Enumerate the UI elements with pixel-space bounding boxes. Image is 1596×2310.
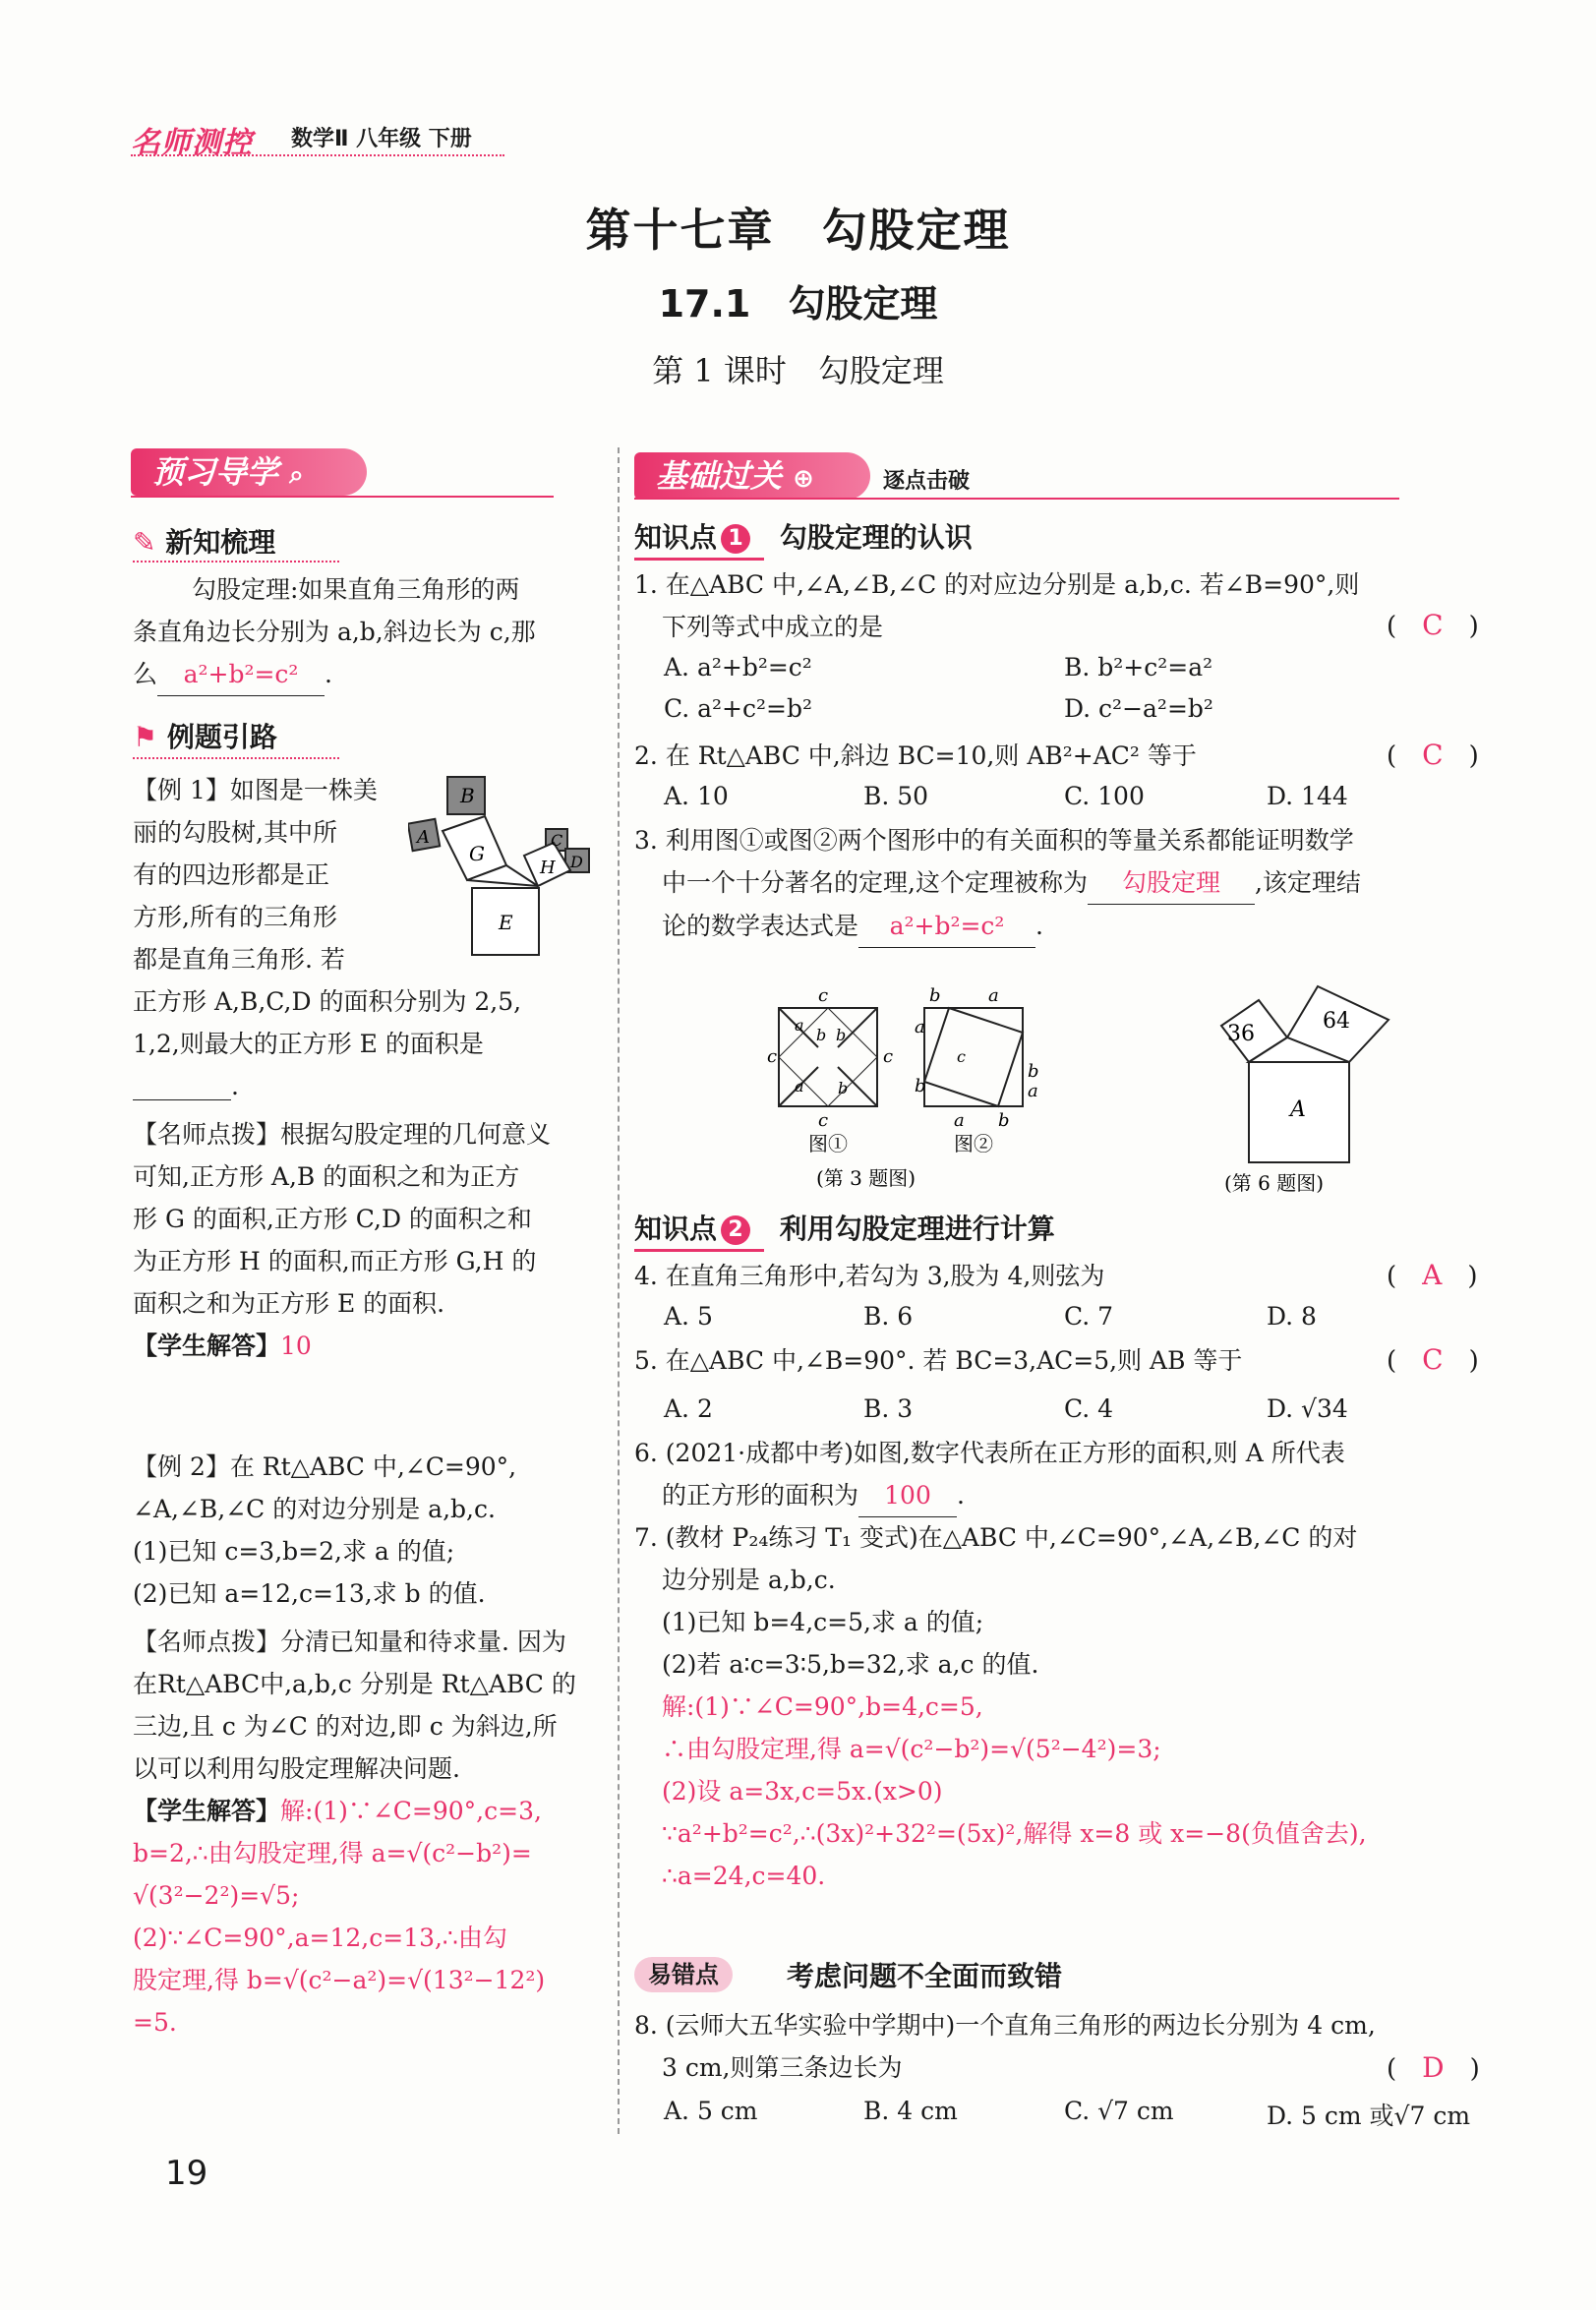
q2-answer: C xyxy=(1422,739,1444,771)
q2-option-d: D. 144 xyxy=(1267,782,1348,810)
ex1-tip-line: 面积之和为正方形 E 的面积. xyxy=(133,1289,445,1318)
question-1 xyxy=(634,563,1500,648)
banner-rule xyxy=(634,498,1399,500)
ex1-tip-line: 可知,正方形 A,B 的面积之和为正方 xyxy=(133,1162,520,1191)
q7-solution-line: (2)设 a=3x,c=5x.(x>0) xyxy=(662,1777,943,1806)
q8-answer-bracket: ( D ) xyxy=(1387,2051,1480,2084)
nk-line-3: 么 xyxy=(133,660,158,688)
ex2-line: (1)已知 c=3,b=2,求 a 的值; xyxy=(133,1537,455,1566)
ex2-tip-line: 在Rt△ABC中,a,b,c 分别是 Rt△ABC 的 xyxy=(133,1670,576,1698)
preview-banner-label: 预习导学 xyxy=(152,453,279,491)
q2-option-b: B. 50 xyxy=(863,782,929,810)
q4-option-d: D. 8 xyxy=(1267,1302,1317,1331)
kp1-number: 1 xyxy=(721,524,750,554)
kp-rule xyxy=(634,558,764,561)
ex1-answer-label: 【学生解答】 xyxy=(133,1332,281,1360)
brand-logo: 名师测控 xyxy=(131,126,253,160)
mistake-title: 考虑问题不全面而致错 xyxy=(787,1960,1063,1992)
q5-option-c: C. 4 xyxy=(1064,1394,1114,1423)
q4-answer: A xyxy=(1422,1259,1443,1291)
svg-text:b: b xyxy=(1028,1061,1039,1082)
svg-text:a: a xyxy=(795,1016,804,1035)
q1-answer: C xyxy=(1422,609,1444,641)
q1-line: 1. 在△ABC 中,∠A,∠B,∠C 的对应边分别是 a,b,c. 若∠B=90°,则 xyxy=(634,570,1360,599)
question-4: 4. 在直角三角形中,若勾为 3,股为 4,则弦为 xyxy=(634,1262,1105,1290)
ex2-answer-line: 股定理,得 b=√(c²−a²)=√(13²−12²) xyxy=(133,1966,546,1994)
ex2-answer-label: 【学生解答】 xyxy=(133,1797,281,1825)
q4-option-c: C. 7 xyxy=(1064,1302,1114,1331)
q7-solution-line: 解:(1)∵∠C=90°,b=4,c=5, xyxy=(662,1692,983,1721)
kp1-label: 知识点 xyxy=(634,521,718,554)
label-64: 64 xyxy=(1323,1009,1350,1034)
label-36: 36 xyxy=(1227,1022,1255,1046)
kp2-label: 知识点 xyxy=(634,1213,718,1245)
svg-text:b: b xyxy=(838,1079,849,1097)
ex2-answer-line: =5. xyxy=(133,2008,177,2037)
q3-line: 中一个十分著名的定理,这个定理被称为 xyxy=(662,868,1088,897)
q3-line: 论的数学表达式是 xyxy=(662,912,859,940)
q3-line: 3. 利用图①或图②两个图形中的有关面积的等量关系都能证明数学 xyxy=(634,826,1354,855)
q3-blank-2: a²+b²=c² xyxy=(858,905,1035,948)
q7-line: (1)已知 b=4,c=5,求 a 的值; xyxy=(662,1608,984,1636)
q7-solution-line: ∴由勾股定理,得 a=√(c²−b²)=√(5²−4²)=3; xyxy=(662,1735,1161,1763)
q7-solution-line: ∵a²+b²=c²,∴(3x)²+32²=(5x)²,解得 x=8 或 x=−8(负值舍去), xyxy=(662,1819,1367,1848)
svg-text:a: a xyxy=(988,985,999,1006)
subhead-rule xyxy=(133,757,339,759)
svg-text:a: a xyxy=(795,1077,804,1096)
question-8 xyxy=(634,2004,1500,2089)
q8-line: 3 cm,则第三条边长为 xyxy=(662,2053,903,2082)
ex2-line: ∠A,∠B,∠C 的对边分别是 a,b,c. xyxy=(133,1495,496,1523)
q4-option-a: A. 5 xyxy=(664,1302,713,1331)
ex1-tip-line: 为正方形 H 的面积,而正方形 G,H 的 xyxy=(133,1247,537,1275)
ex1-line: 正方形 A,B,C,D 的面积分别为 2,5, xyxy=(133,987,522,1016)
example-2 xyxy=(133,1446,605,2043)
new-knowledge-heading xyxy=(133,521,275,561)
section-title: 17.1 勾股定理 xyxy=(658,282,938,326)
question-3 xyxy=(634,819,1500,948)
banner-note: 逐点击破 xyxy=(883,469,971,494)
fig3-caption: (第 3 题图) xyxy=(816,1166,916,1190)
chapter-title: 第十七章 勾股定理 xyxy=(585,204,1011,257)
kp1-title: 勾股定理的认识 xyxy=(779,521,973,554)
q5-option-d: D. √34 xyxy=(1267,1394,1348,1423)
basic-banner xyxy=(634,452,870,500)
svg-text:c: c xyxy=(818,985,829,1006)
svg-text:c: c xyxy=(883,1046,894,1067)
knowledge-point-2 xyxy=(634,1208,1055,1247)
ex2-answer-line: b=2,∴由勾股定理,得 a=√(c²−b²)= xyxy=(133,1839,532,1867)
new-knowledge-label: 新知梳理 xyxy=(165,526,276,559)
svg-text:b: b xyxy=(816,1026,827,1044)
kp-rule xyxy=(634,1249,764,1252)
q7-line: (2)若 a∶c=3∶5,b=32,求 a,c 的值. xyxy=(662,1650,1039,1679)
nk-line-1: 勾股定理:如果直角三角形的两 xyxy=(192,575,520,604)
svg-text:a: a xyxy=(954,1110,965,1131)
label-c: C xyxy=(551,831,563,850)
knowledge-point-1 xyxy=(634,516,973,556)
ex1-answer: 10 xyxy=(280,1332,312,1360)
q2-option-a: A. 10 xyxy=(664,782,729,810)
ex2-tip-line: 【名师点拨】分清已知量和待求量. 因为 xyxy=(133,1628,566,1656)
svg-text:a: a xyxy=(915,1017,925,1037)
ex2-answer-line: √(3²−2²)=√5; xyxy=(133,1881,300,1910)
q1-option-a: A. a²+b²=c² xyxy=(664,653,812,681)
q8-answer: D xyxy=(1422,2051,1445,2084)
examples-label: 例题引路 xyxy=(166,721,277,753)
q1-option-d: D. c²−a²=b² xyxy=(1064,694,1213,723)
label-a: A xyxy=(1290,1097,1306,1122)
kp2-number: 2 xyxy=(721,1215,750,1245)
ex2-answer-line: 解:(1)∵∠C=90°,c=3, xyxy=(280,1797,542,1825)
q4-option-b: B. 6 xyxy=(863,1302,914,1331)
label-h: H xyxy=(540,858,556,878)
q5-answer-bracket: ( C ) xyxy=(1387,1343,1479,1376)
fig1-caption: 图① xyxy=(808,1132,848,1155)
q6-line: 的正方形的面积为 xyxy=(662,1481,859,1510)
svg-text:c: c xyxy=(818,1110,829,1131)
q3-figures xyxy=(757,983,1072,1200)
q6-figure xyxy=(1200,969,1416,1205)
signpost-icon: ⚑ xyxy=(133,721,158,753)
q3-line: ,该定理结 xyxy=(1254,868,1361,897)
basic-banner-label: 基础过关 xyxy=(656,457,783,495)
q7-line: 边分别是 a,b,c. xyxy=(662,1566,836,1594)
nk-line-2: 条直角边长分别为 a,b,斜边长为 c,那 xyxy=(133,618,536,646)
pythagoras-tree-figure xyxy=(408,772,615,969)
pencil-icon: ✎ xyxy=(133,526,156,559)
target-icon: ⊕ xyxy=(793,464,814,494)
subhead-rule xyxy=(133,561,339,563)
nk-answer-blank: a²+b²=c² xyxy=(157,653,325,696)
ex1-line: 【例 1】如图是一株美 xyxy=(133,776,378,804)
examples-heading xyxy=(133,716,277,755)
svg-text:b: b xyxy=(998,1110,1010,1131)
svg-text:b: b xyxy=(915,1076,926,1096)
kp2-title: 利用勾股定理进行计算 xyxy=(779,1213,1055,1245)
ex2-line: 【例 2】在 Rt△ABC 中,∠C=90°, xyxy=(133,1452,517,1481)
q8-line: 8. (云师大五华实验中学期中)一个直角三角形的两边长分别为 4 cm, xyxy=(634,2011,1376,2040)
q6-line: 6. (2021·成都中考)如图,数字代表所在正方形的面积,则 A 所代表 xyxy=(634,1439,1345,1467)
ex1-line: 1,2,则最大的正方形 E 的面积是 xyxy=(133,1030,484,1058)
column-divider xyxy=(618,447,620,2134)
question-5: 5. 在△ABC 中,∠B=90°. 若 BC=3,AC=5,则 AB 等于 xyxy=(634,1346,1243,1375)
q1-option-b: B. b²+c²=a² xyxy=(1064,653,1213,681)
label-b: B xyxy=(460,784,475,807)
ex2-answer-line: (2)∵∠C=90°,a=12,c=13,∴由勾 xyxy=(133,1924,507,1952)
label-d: D xyxy=(570,853,583,871)
q7-solution-line: ∴a=24,c=40. xyxy=(662,1862,826,1890)
fig2-outer-square xyxy=(924,1008,1023,1106)
ex1-tip-line: 【名师点拨】根据勾股定理的几何意义 xyxy=(133,1120,552,1149)
q8-option-a: A. 5 cm xyxy=(664,2097,758,2125)
ex1-line: 都是直角三角形. 若 xyxy=(133,945,345,974)
q5-option-b: B. 3 xyxy=(863,1394,914,1423)
q7-line: 7. (教材 P₂₄练习 T₁ 变式)在△ABC 中,∠C=90°,∠A,∠B,∠C 的对 xyxy=(634,1523,1358,1552)
ex2-line: (2)已知 a=12,c=13,求 b 的值. xyxy=(133,1579,486,1608)
ex2-tip-line: 以可以利用勾股定理解决问题. xyxy=(133,1754,460,1783)
q8-option-c: C. √7 cm xyxy=(1064,2097,1174,2125)
ex1-line: 方形,所有的三角形 xyxy=(133,903,337,931)
q2-option-c: C. 100 xyxy=(1064,782,1145,810)
fig6-caption: (第 6 题图) xyxy=(1224,1171,1325,1195)
svg-text:a: a xyxy=(1028,1081,1038,1101)
q3-blank-1: 勾股定理 xyxy=(1088,861,1255,905)
svg-text:c: c xyxy=(767,1046,778,1067)
svg-text:b: b xyxy=(929,985,941,1006)
mistake-badge: 易错点 xyxy=(634,1957,733,1992)
subject-label: 数学Ⅱ 八年级 下册 xyxy=(291,127,472,151)
page-number: 19 xyxy=(165,2154,208,2193)
q6-line: . xyxy=(957,1481,965,1510)
q2-answer-bracket: ( C ) xyxy=(1387,739,1479,771)
ex2-tip-line: 三边,且 c 为∠C 的对边,即 c 为斜边,所 xyxy=(133,1712,558,1741)
ex1-tip-line: 形 G 的面积,正方形 C,D 的面积之和 xyxy=(133,1205,532,1233)
search-icon: ⌕ xyxy=(289,460,304,490)
ex1-line: 丽的勾股树,其中所 xyxy=(133,818,337,847)
preview-banner xyxy=(131,448,367,496)
lesson-title: 第 1 课时 勾股定理 xyxy=(652,352,944,389)
q1-option-c: C. a²+c²=b² xyxy=(664,694,813,723)
q1-line: 下列等式中成立的是 xyxy=(662,613,884,641)
question-7 xyxy=(634,1516,1500,1897)
new-knowledge-body: 勾股定理:如果直角三角形的两 条直角边长分别为 a,b,斜边长为 c,那 么 a²+b²=c² . xyxy=(133,568,605,696)
q1-answer-bracket: ( C ) xyxy=(1387,609,1479,641)
fig2-caption: 图② xyxy=(954,1132,993,1155)
label-a: A xyxy=(417,827,430,848)
ex1-line: 有的四边形都是正 xyxy=(133,860,330,889)
q8-option-b: B. 4 cm xyxy=(863,2097,958,2125)
ex1-line: ________. xyxy=(133,1072,239,1100)
svg-text:b: b xyxy=(836,1026,847,1044)
svg-text:c: c xyxy=(957,1047,966,1066)
question-2: 2. 在 Rt△ABC 中,斜边 BC=10,则 AB²+AC² 等于 xyxy=(634,741,1197,770)
banner-rule xyxy=(131,496,554,498)
header-rule xyxy=(131,154,504,156)
q5-answer: C xyxy=(1422,1343,1444,1376)
q6-blank: 100 xyxy=(858,1474,957,1517)
q5-option-a: A. 2 xyxy=(664,1394,713,1423)
q3-line: . xyxy=(1035,912,1043,940)
q4-answer-bracket: ( A ) xyxy=(1387,1259,1478,1291)
q8-option-d: D. 5 cm 或√7 cm xyxy=(1267,2102,1471,2130)
label-g: G xyxy=(469,842,485,865)
label-e: E xyxy=(499,911,513,934)
question-6 xyxy=(634,1432,1500,1517)
fig2-inner-square xyxy=(924,1008,1023,1106)
